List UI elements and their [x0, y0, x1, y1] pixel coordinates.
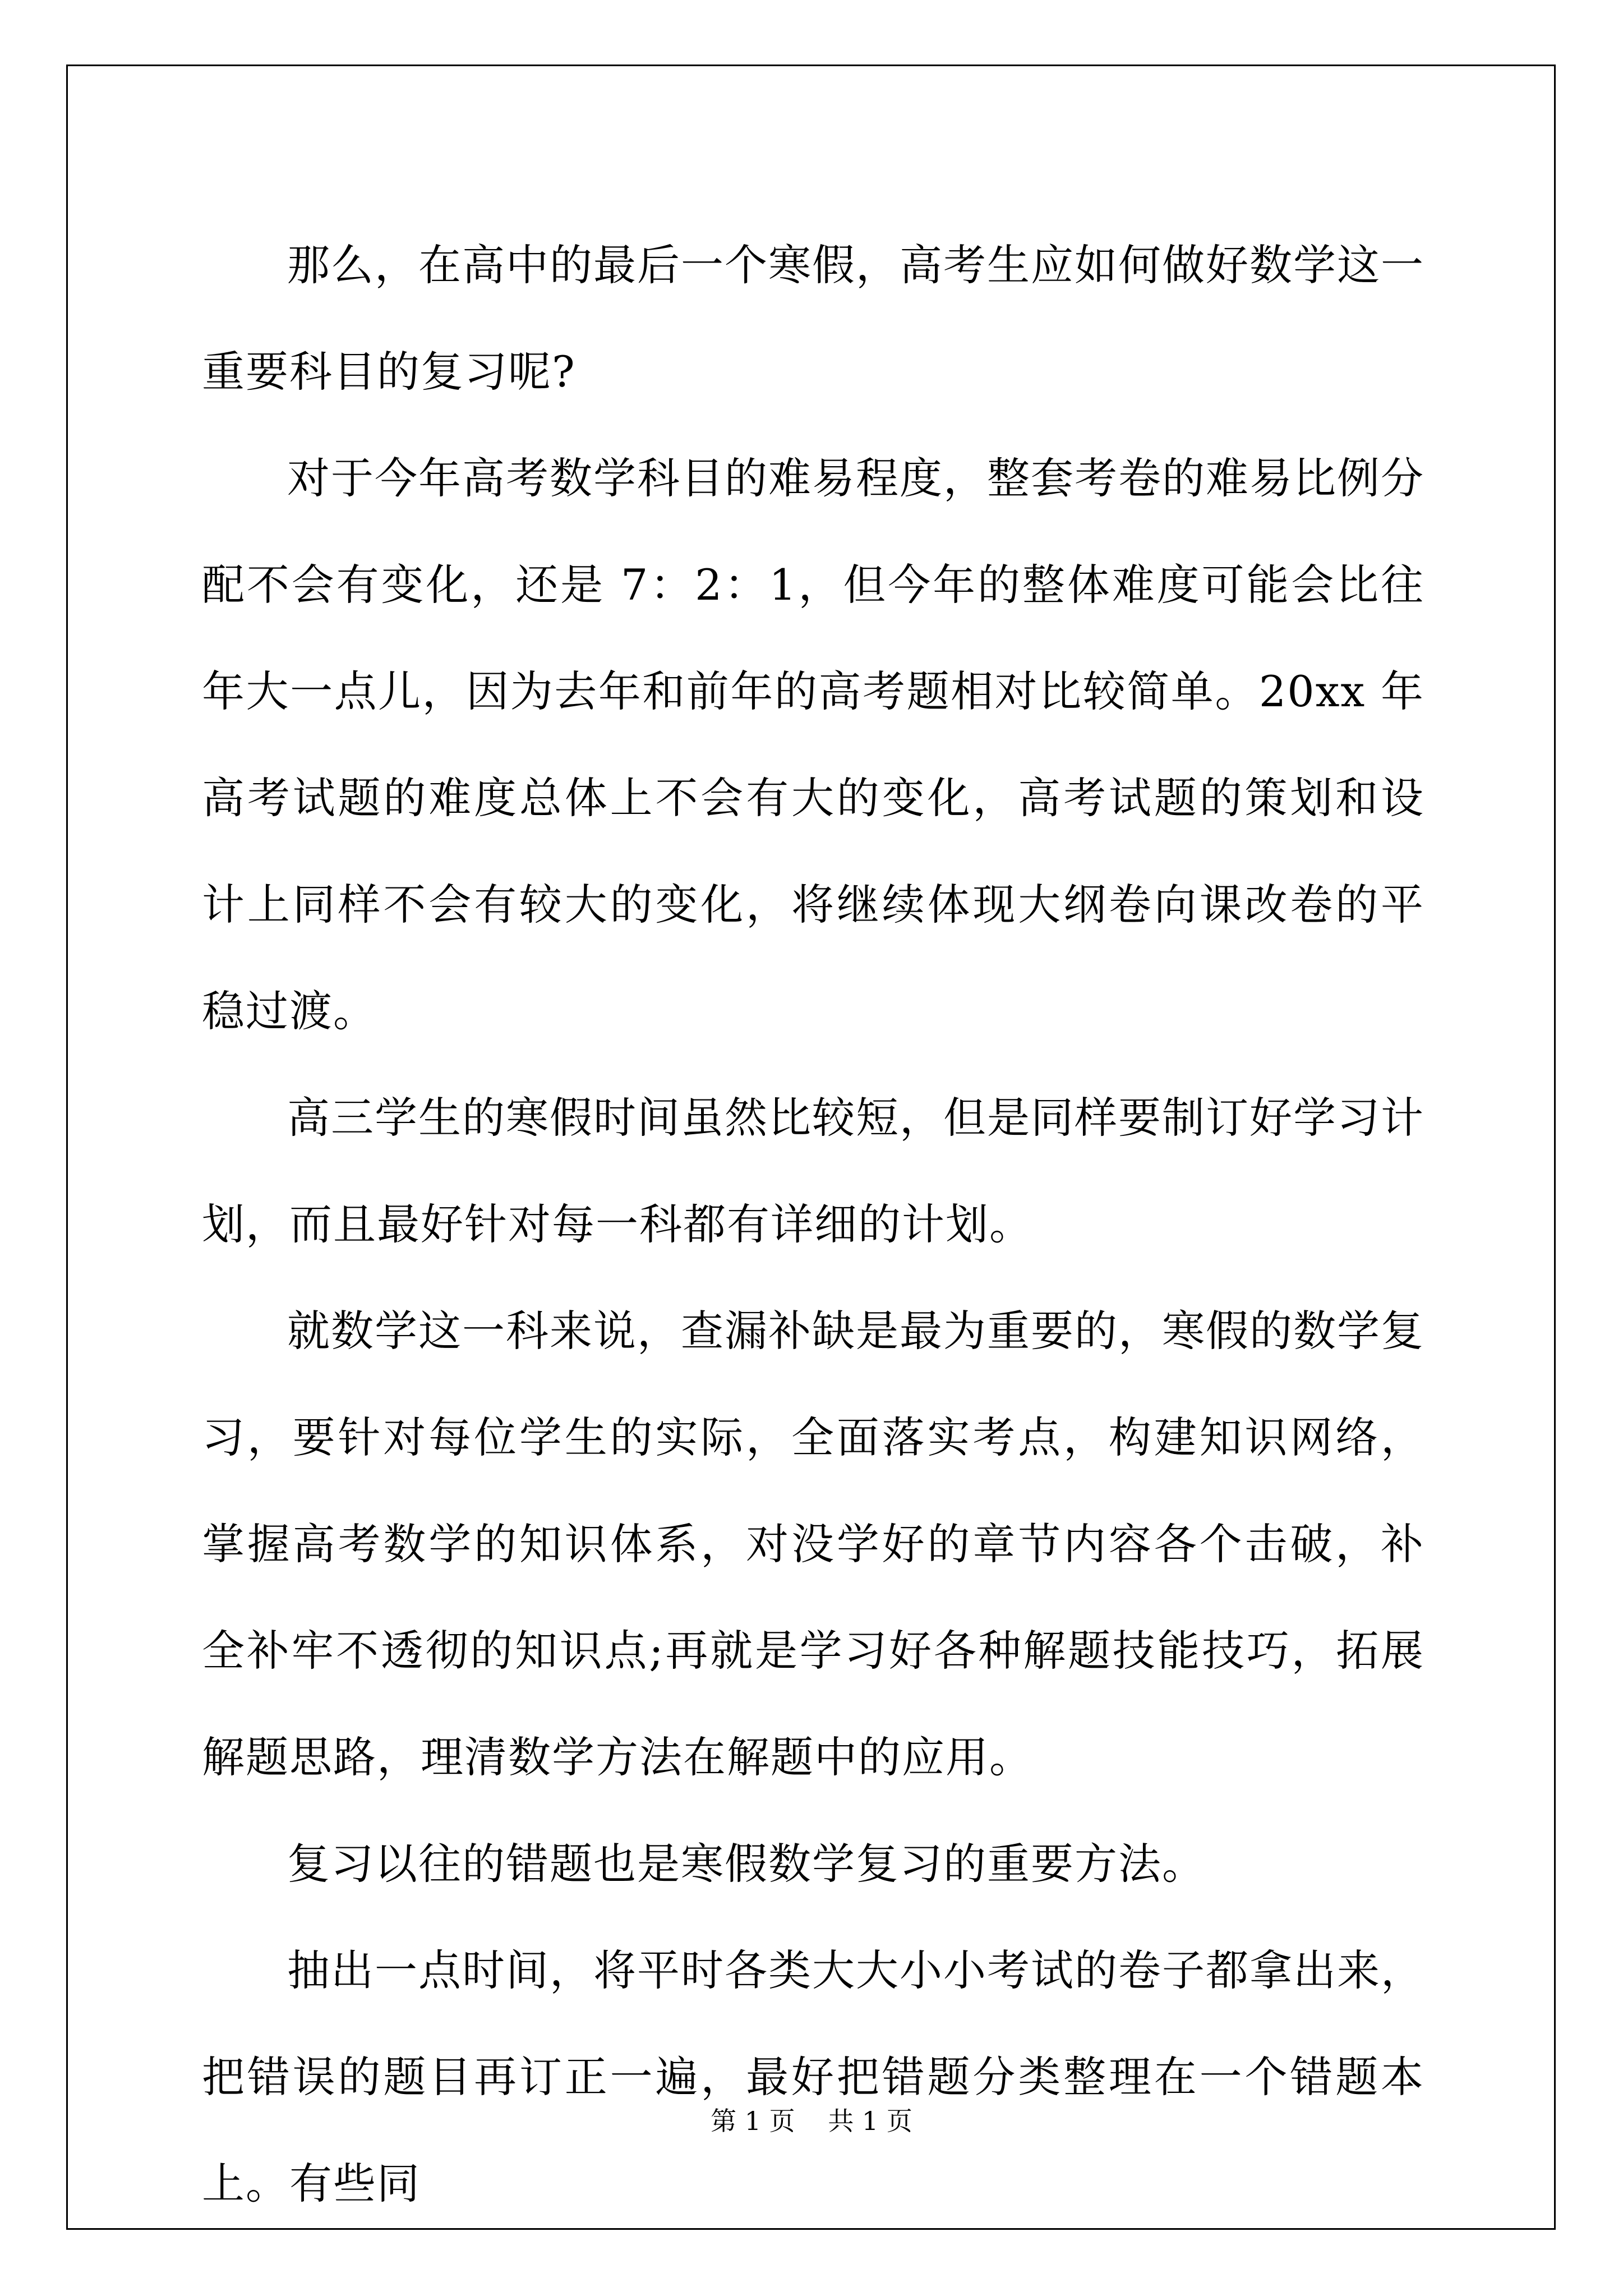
page-footer	[0, 2101, 1623, 2138]
document-body	[202, 212, 1424, 2237]
paragraph-2: 对于今年高考数学科目的难易程度，整套考卷的难易比例分配不会有变化，还是 7：2：1，但今年的整体难度可能会比往年大一点儿，因为去年和前年的高考题相对比较简单。20xx 年高考试题的难度总体上不会有大的变化，高考试题的策划和设计上同样不会有较大的变化，将继续体现大纲卷向课改卷的平稳过渡。	[202, 453, 1424, 1036]
paragraph-3: 高三学生的寒假时间虽然比较短，但是同样要制订好学习计划，而且最好针对每一科都有详细的计划。	[202, 1093, 1424, 1249]
paragraph-5: 复习以往的错题也是寒假数学复习的重要方法。	[287, 1839, 1206, 1889]
page-number-current: 第 1 页	[711, 2106, 795, 2136]
paragraph-1: 那么，在高中的最后一个寒假，高考生应如何做好数学这一重要科目的复习呢?	[202, 240, 1424, 397]
paragraph-4: 就数学这一科来说，查漏补缺是最为重要的，寒假的数学复习，要针对每位学生的实际，全面落实考点，构建知识网络，掌握高考数学的知识体系，对没学好的章节内容各个击破，补全补牢不透彻的知识点;再就是学习好各种解题技能技巧，拓展解题思路，理清数学方法在解题中的应用。	[202, 1306, 1424, 1782]
page-number-total: 共 1 页	[828, 2106, 912, 2136]
paragraph-6: 抽出一点时间，将平时各类大大小小考试的卷子都拿出来，把错误的题目再订正一遍，最好把错题分类整理在一个错题本上。有些同	[202, 1945, 1424, 2208]
